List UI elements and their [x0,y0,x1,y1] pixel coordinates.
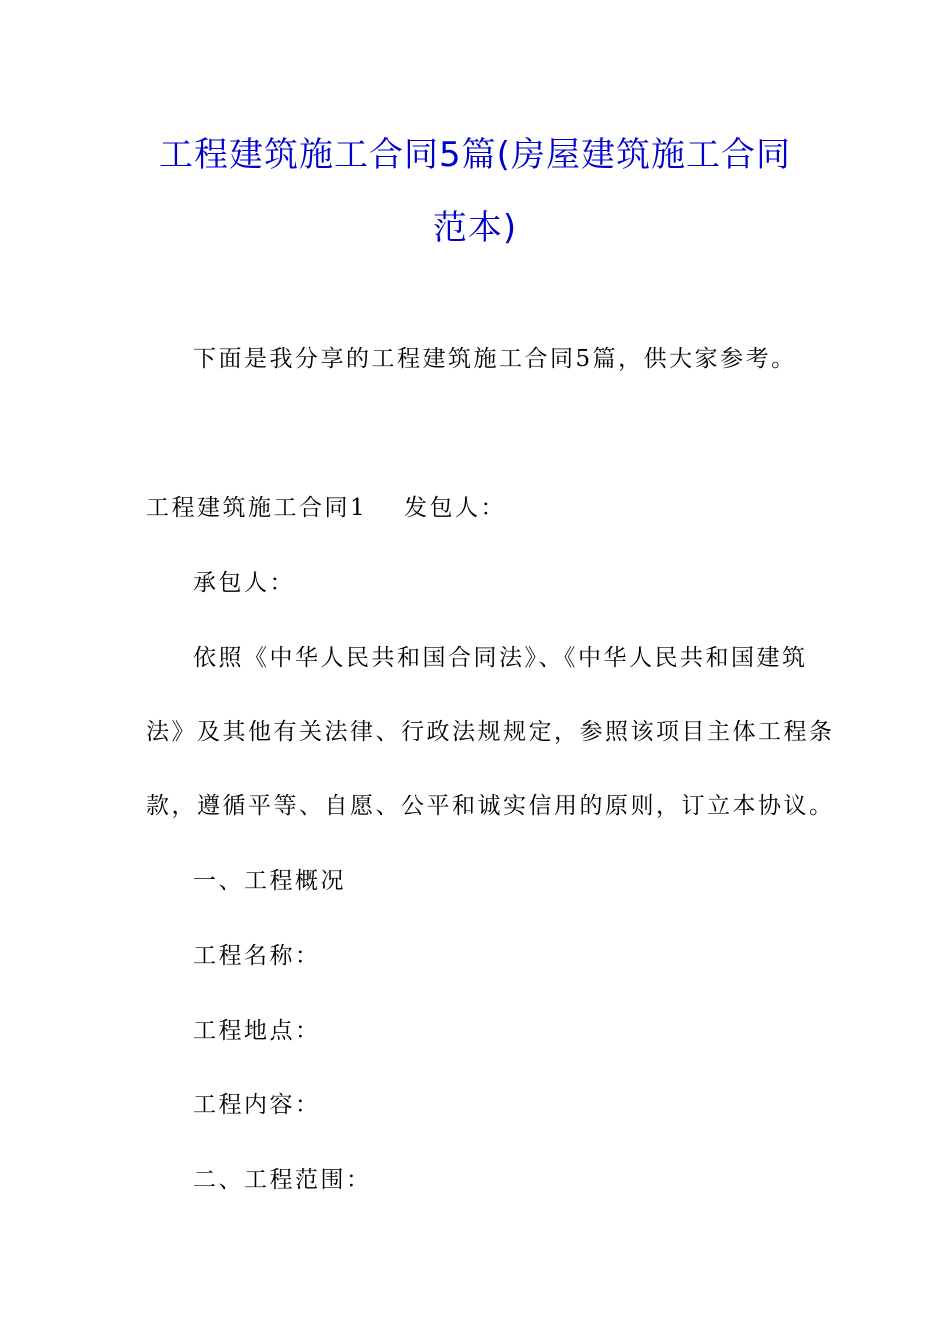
document-title-line-1: 工程建筑施工合同5篇(房屋建筑施工合同 [159,135,791,175]
intro-paragraph: 下面是我分享的工程建筑施工合同5篇，供大家参考。 [193,346,797,372]
document-title-line-2: 范本) [432,208,518,248]
project-content-label: 工程内容： [193,1092,321,1118]
basis-paragraph-line-3: 款，遵循平等、自愿、公平和诚实信用的原则，订立本协议。 [146,793,835,819]
employer-label: 发包人： [404,495,506,521]
project-overview-heading: 一、工程概况 [193,868,346,894]
basis-paragraph-line-2: 法》及其他有关法律、行政法规规定，参照该项目主体工程条 [146,719,835,745]
basis-paragraph-line-1: 依照《中华人民共和国合同法》、《中华人民共和国建筑 [193,645,808,671]
contract-section-heading: 工程建筑施工合同1 [146,495,368,521]
project-location-label: 工程地点： [193,1018,321,1044]
project-name-label: 工程名称： [193,943,321,969]
contractor-label: 承包人： [193,570,295,596]
project-scope-heading: 二、工程范围： [193,1167,372,1193]
